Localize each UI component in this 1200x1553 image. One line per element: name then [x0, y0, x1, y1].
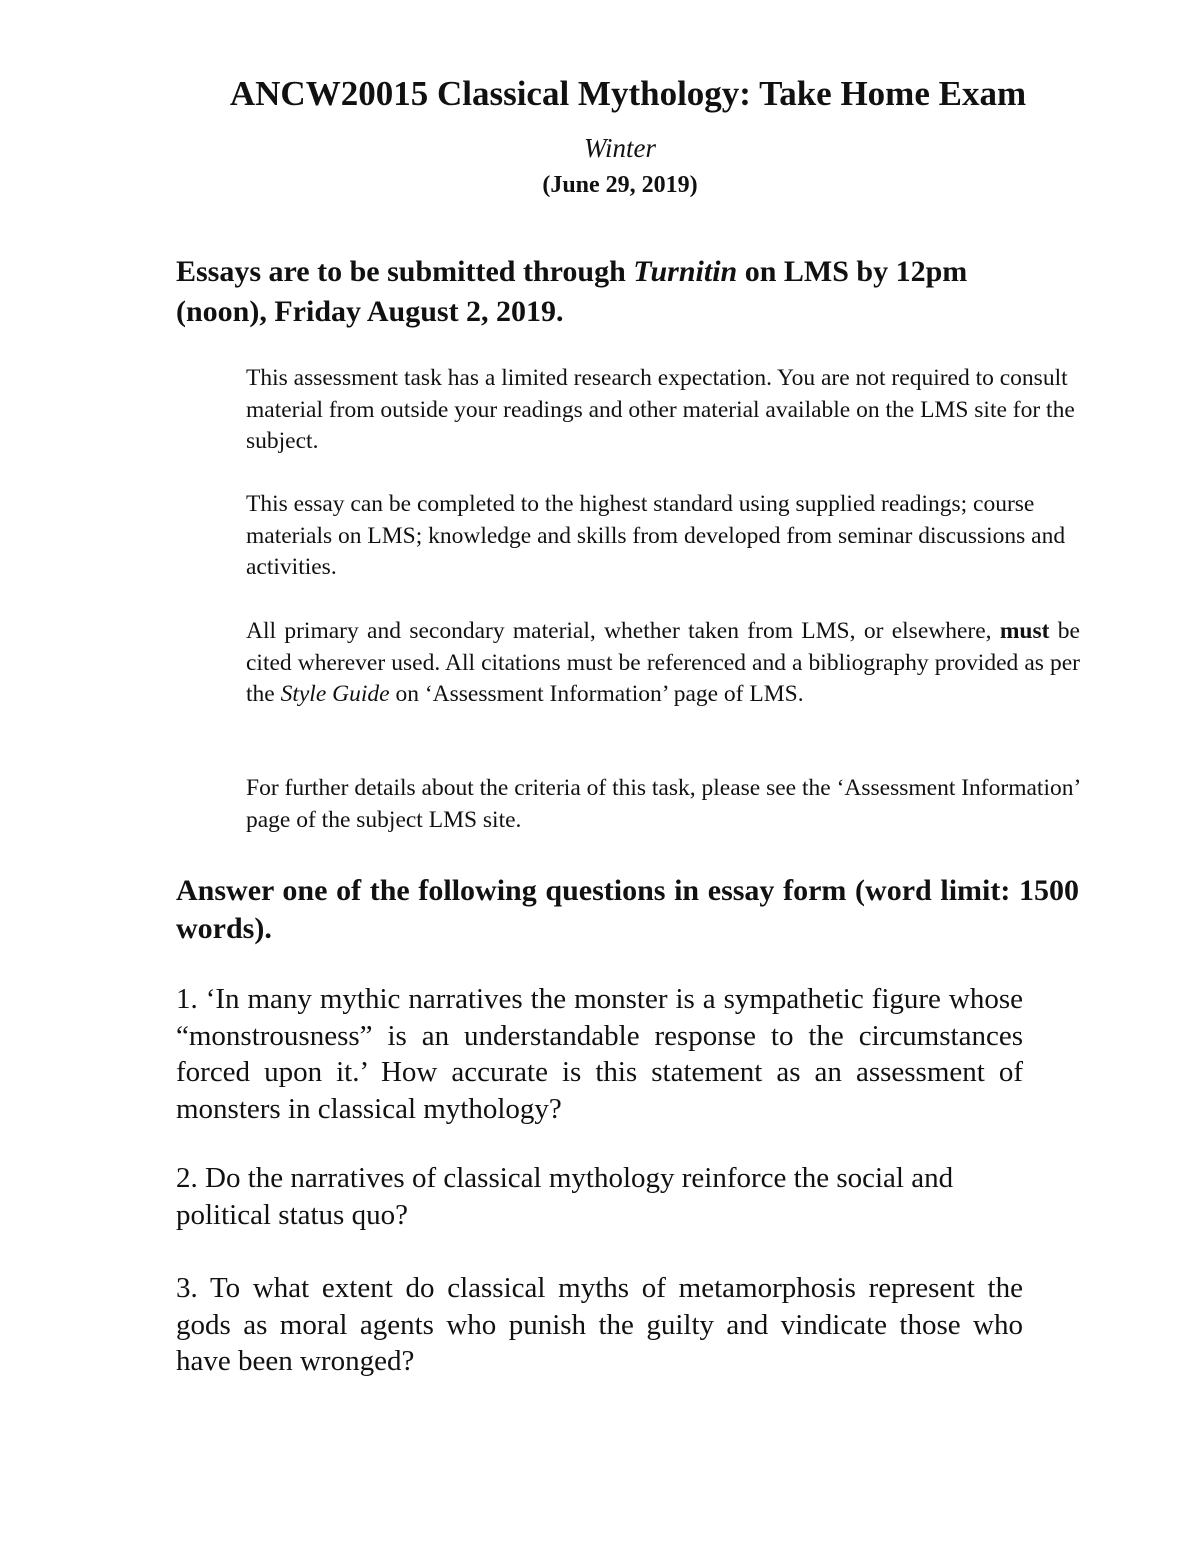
standard-paragraph [246, 489, 1080, 584]
semester-label: Winter [584, 133, 656, 163]
question-1: 1. ‘In many mythic narratives the monster is a sympathetic figure whose “monstrousness” is an understandable response to the circumstances forced upon it.’ How accurate is this statement as an assessment of monsters in classical mythology? [176, 983, 1023, 1125]
citation-text-2: be cited wherever used. All citations must be referenced and a bibliography provided as per the [246, 618, 1080, 707]
criteria-paragraph [246, 773, 1080, 836]
citation-text-3: on ‘Assessment Information’ page of LMS. [389, 681, 804, 707]
citation-paragraph [246, 616, 1080, 711]
citation-text-1: All primary and secondary material, whether taken from LMS, or elsewhere, [246, 618, 1000, 644]
deadline-text-start: Essays are to be submitted through [176, 255, 634, 288]
citation-text [246, 616, 1080, 711]
deadline-turnitin: Turnitin [633, 255, 738, 288]
question-3: 3. To what extent do classical myths of metamorphosis represent the gods as moral agents who punish the guilty and vindicate those who have been wronged? [176, 1272, 1023, 1377]
citation-style-guide: Style Guide [280, 681, 390, 707]
answer-instruction: Answer one of the following questions in essay form (word limit: 1500 words). [176, 874, 1079, 945]
question-2: 2. Do the narratives of classical mythology reinforce the social and political status quo? [176, 1162, 954, 1231]
standard-text: This essay can be completed to the highest standard using supplied readings; course materials on LMS; knowledge and skills from developed from seminar discussions and activities. [246, 491, 1066, 580]
submission-deadline [176, 252, 1046, 332]
research-expectation-text: This assessment task has a limited research expectation. You are not required to consult material from outside your readings and other material available on the LMS site for the subject. [246, 365, 1075, 454]
criteria-text: For further details about the criteria of this task, please see the ‘Assessment Information’ page of the subject LMS site. [246, 775, 1080, 833]
exam-title: ANCW20015 Classical Mythology: Take Home Exam [229, 74, 1027, 113]
research-expectation-paragraph [246, 363, 1080, 458]
citation-must: must [999, 618, 1050, 644]
exam-date: (June 29, 2019) [542, 172, 698, 198]
deadline-text-end: on LMS by 12pm (noon), Friday August 2, 2019. [176, 255, 968, 328]
